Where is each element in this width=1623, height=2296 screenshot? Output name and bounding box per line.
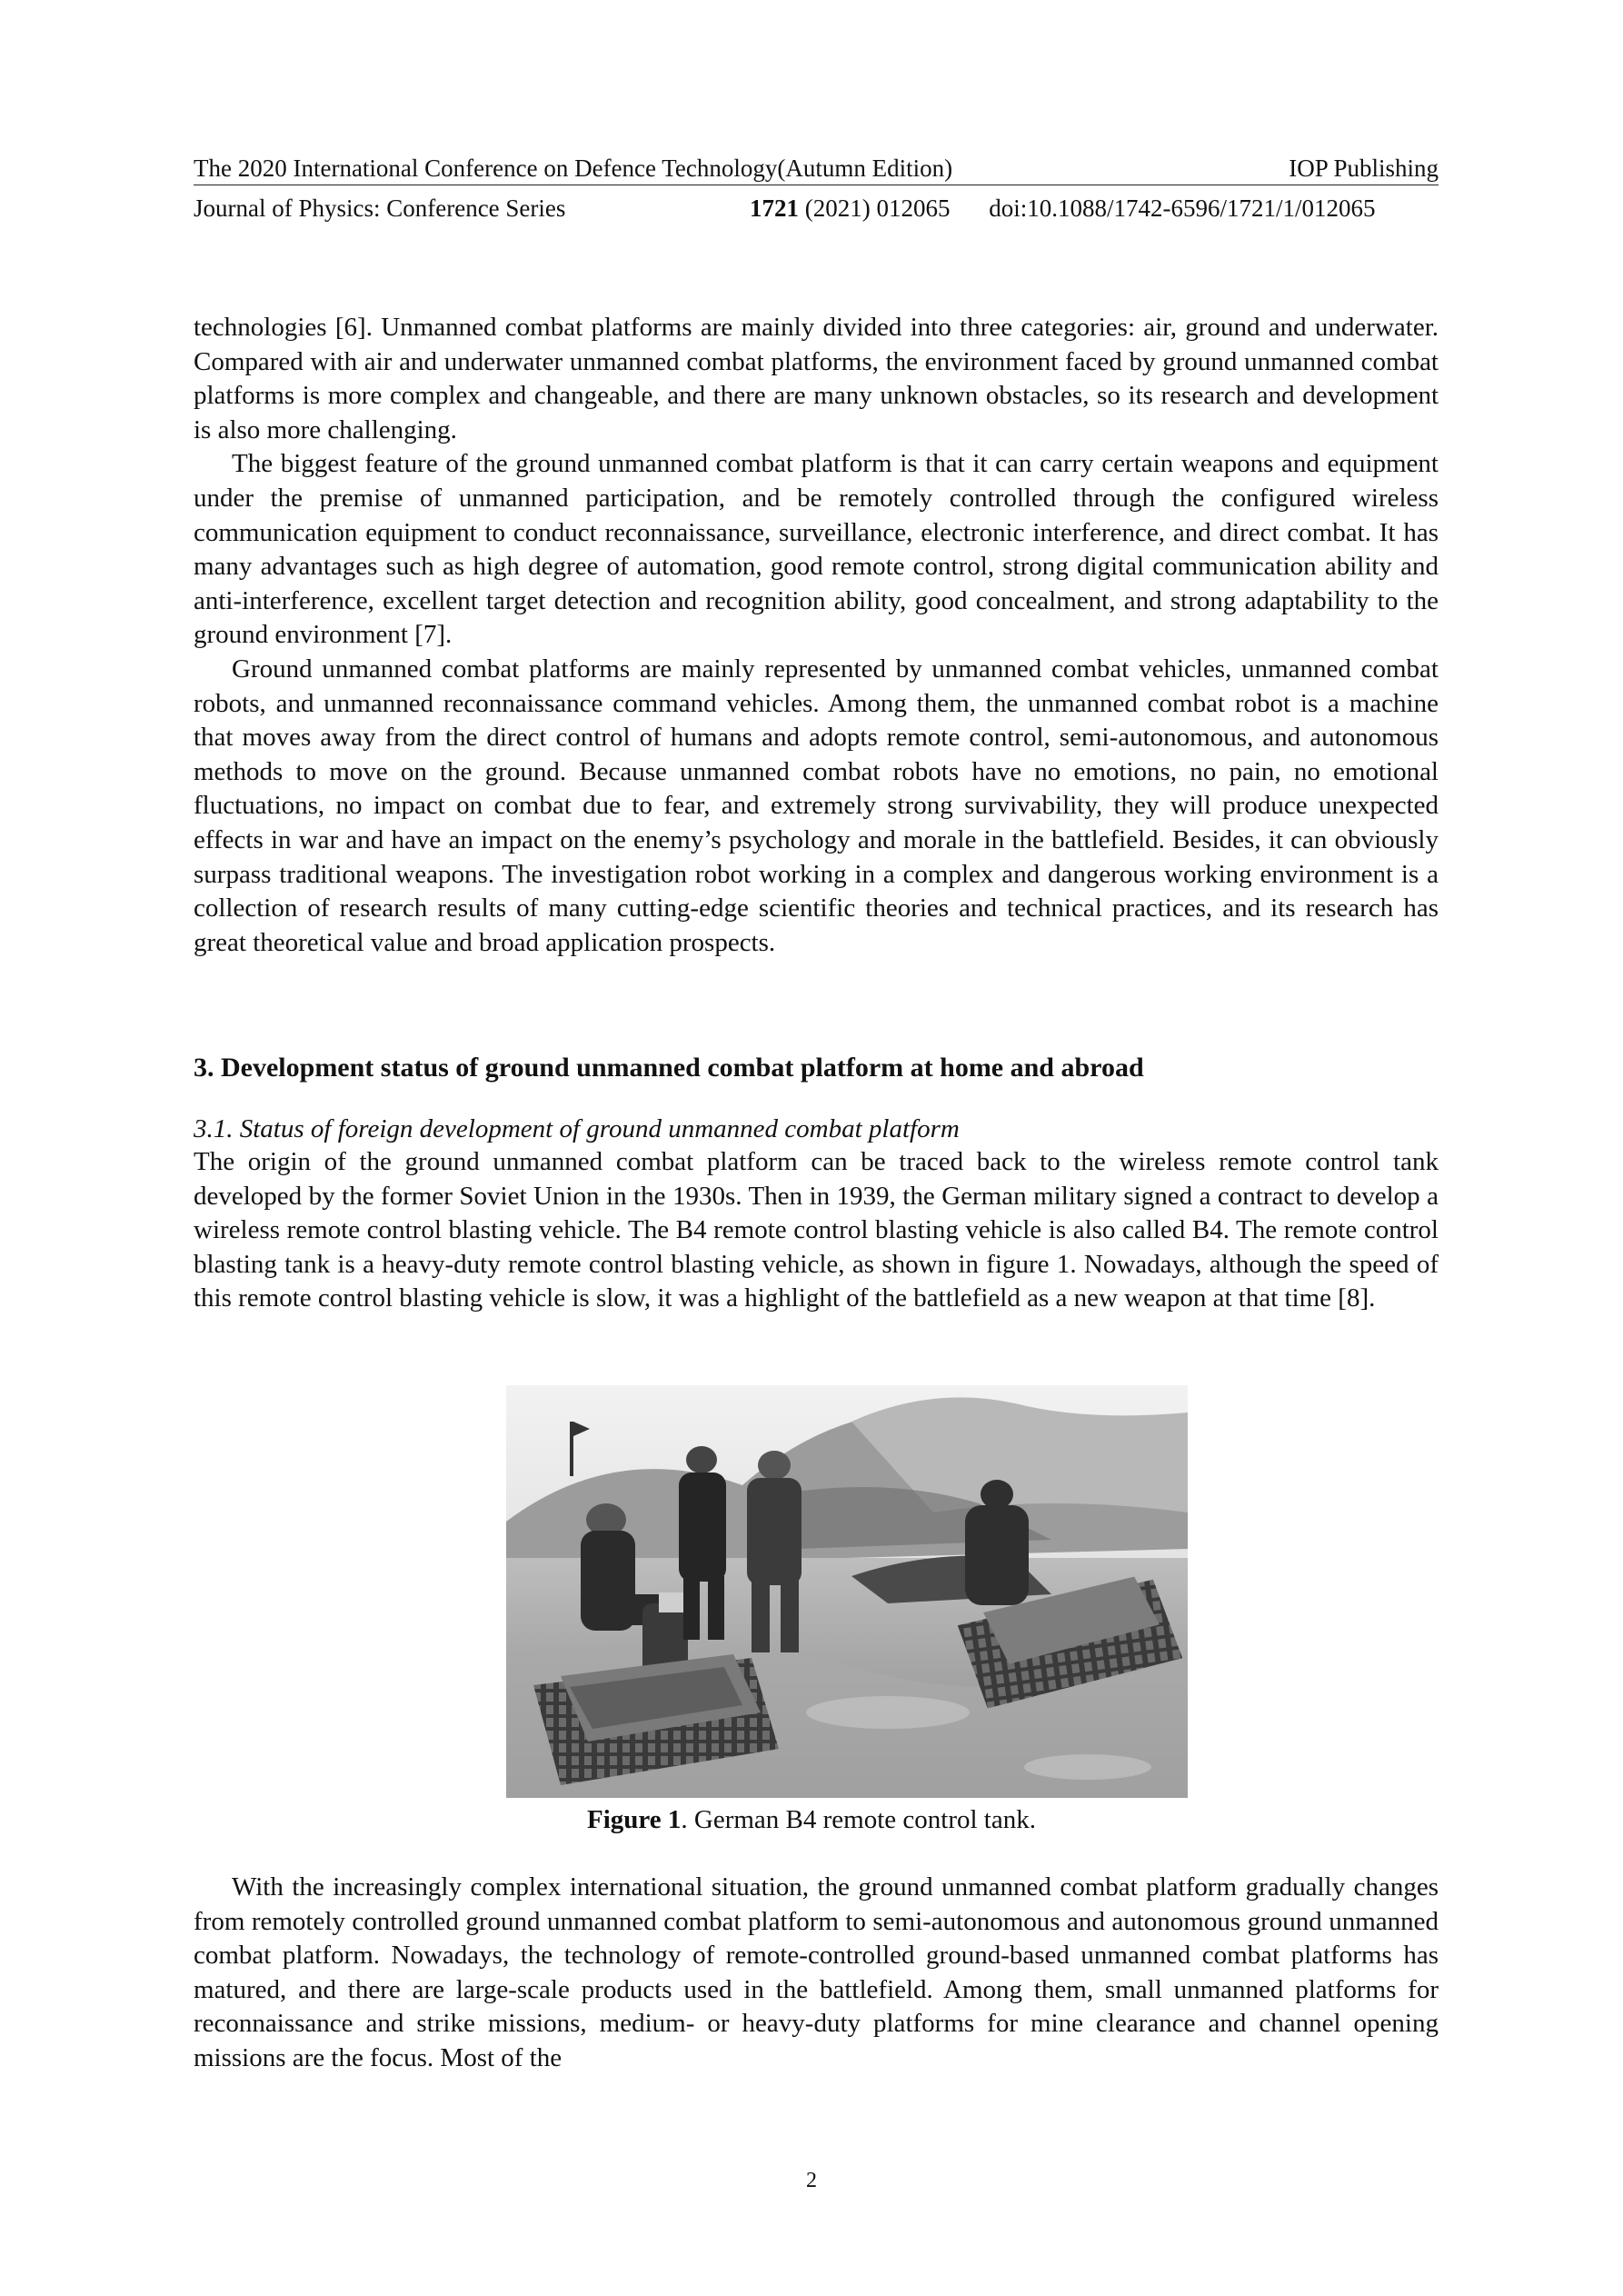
figure-caption-text: . German B4 remote control tank. [681, 1805, 1036, 1834]
year-article: (2021) 012065 [804, 195, 951, 222]
paragraph: Ground unmanned combat platforms are mainly represented by unmanned combat vehicles, unmanned combat robots, and unmanned reconnaissance command vehicles. Among them, the unmanned combat robot is a machine that moves away from the direct control of humans and adopts remote control, semi-autonomous, and autonomous methods to move on the ground. Because unmanned combat robots have no emotions, no pain, no emotional fluctuations, no impact on combat due to fear, and extremely strong survivability, they will produce unexpected effects in war and have an impact on the enemy’s psychology and morale in the battlefield. Besides, it can obviously surpass traditional weapons. The investigation robot working in a complex and dangerous working environment is a collection of research results of many cutting-edge scientific theories and technical practices, and its research has great theoretical value and broad application prospects. [194, 654, 1439, 957]
running-header-top [194, 153, 1439, 184]
section-heading: 3. Development status of ground unmanned combat platform at home and abroad [194, 1053, 1144, 1083]
figure-caption [0, 1802, 1623, 1837]
volume-number: 1721 [750, 195, 799, 222]
subsection-heading: 3.1. Status of foreign development of ground unmanned combat platform [194, 1114, 960, 1143]
body-text-foreign [194, 1145, 1439, 1316]
conference-name: The 2020 International Conference on Defence Technology(Autumn Edition) [194, 155, 953, 182]
journal-name: Journal of Physics: Conference Series [194, 195, 566, 222]
page-number: 2 [806, 2169, 817, 2192]
paragraph: The origin of the ground unmanned combat platform can be traced back to the wireless remote control tank developed by the former Soviet Union in the 1930s. Then in 1939, the German military signed a contract to develop a wireless remote control blasting vehicle. The B4 remote control blasting vehicle is also called B4. The remote control blasting tank is a heavy-duty remote control blasting vehicle, as shown in figure 1. Nowadays, although the speed of this remote control blasting vehicle is slow, it was a highlight of the battlefield as a new weapon at that time [8]. [194, 1147, 1439, 1313]
figure-1-photo [506, 1385, 1188, 1798]
b4-tank-photo-image [506, 1385, 1188, 1798]
paragraph: The biggest feature of the ground unmanned combat platform is that it can carry certain weapons and equipment under the premise of unmanned participation, and be remotely controlled through the configured wireless communication equipment to conduct reconnaissance, surveillance, electronic interference, and direct combat. It has many advantages such as high degree of automation, good remote control, strong digital communication ability and anti-interference, excellent target detection and recognition ability, good concealment, and strong adaptability to the ground environment [7]. [194, 449, 1439, 650]
running-header-bottom [194, 193, 1439, 224]
paragraph: With the increasingly complex international situation, the ground unmanned combat platform gradually changes from remotely controlled ground unmanned combat platform to semi-autonomous and autonomous ground unmanned combat platform. Nowadays, the technology of remote-controlled ground-based unmanned combat platforms has matured, and there are large-scale products used in the battlefield. Among them, small unmanned platforms for reconnaissance and strike missions, medium- or heavy-duty platforms for mine clearance and channel opening missions are the focus. Most of the [194, 1872, 1439, 2072]
figure-label: Figure 1 [587, 1805, 682, 1834]
publisher-name: IOP Publishing [1289, 155, 1439, 182]
paragraph: technologies [6]. Unmanned combat platforms are mainly divided into three categories: air, ground and underwater. Compared with air and underwater unmanned combat platforms, the environment faced by ground unmanned combat platforms is more complex and changeable, and there are many unknown obstacles, so its research and development is also more challenging. [194, 313, 1439, 444]
body-text-top [194, 311, 1439, 960]
doi-text: doi:10.1088/1742-6596/1721/1/012065 [989, 195, 1376, 222]
body-text-bottom [194, 1871, 1439, 2076]
citation-info [750, 193, 1375, 224]
